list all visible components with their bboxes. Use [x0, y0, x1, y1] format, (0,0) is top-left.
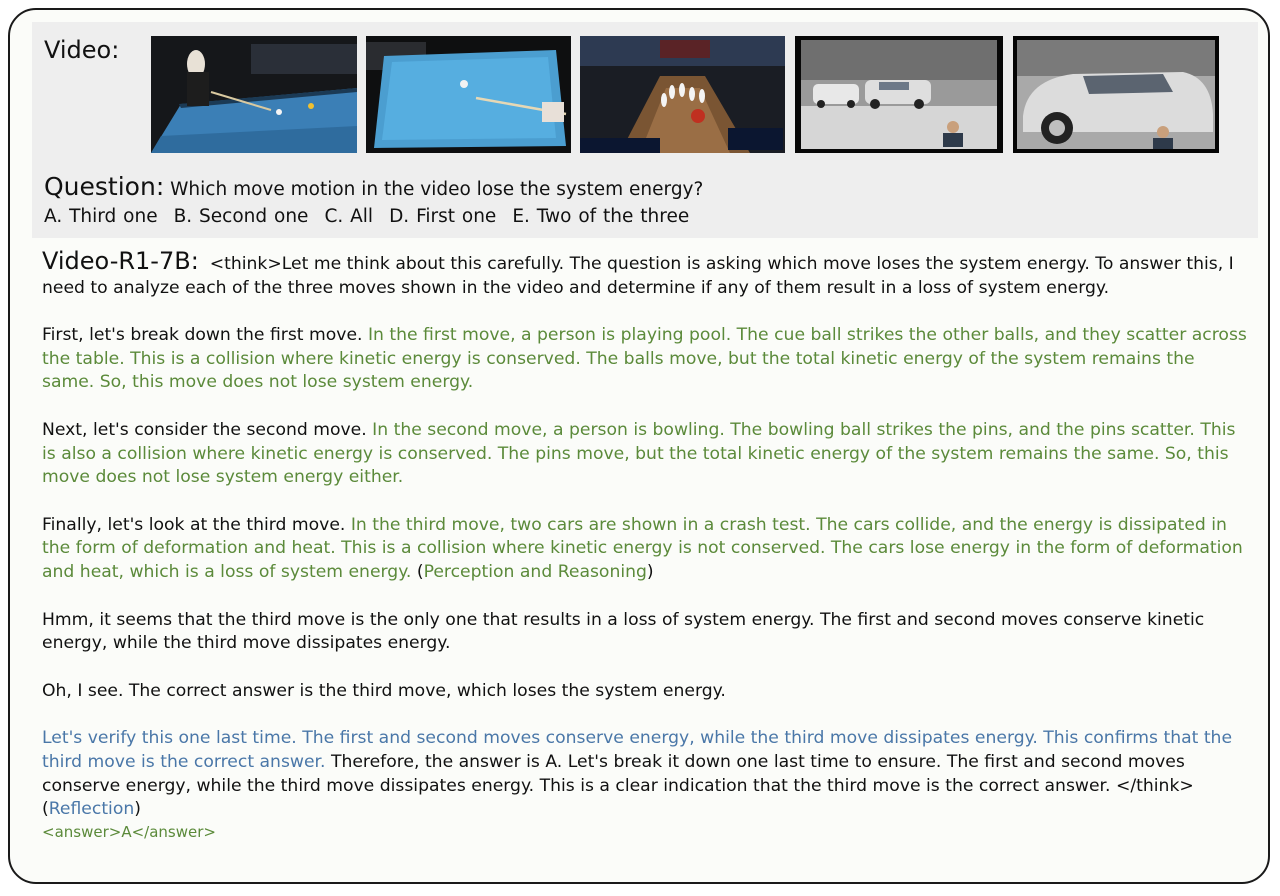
p2-lead: Next, let's consider the second move. [42, 419, 367, 440]
option-c: C. All [324, 206, 374, 227]
model-name: Video-R1-7B: [42, 247, 199, 275]
answer-tag: <answer>A</answer> [42, 822, 216, 841]
video-frame-car-crash-2 [1013, 36, 1219, 153]
question-text: Which move motion in the video lose the system energy? [170, 179, 704, 200]
reflection-tag: Reflection [48, 799, 135, 820]
response-intro [42, 247, 1252, 300]
option-b: B. Second one [173, 206, 309, 227]
intro-text: <think>Let me think about this carefully. The question is asking which move loses the system energy. To answer this, I need to analyze each of the three moves shown in the video and determine if any of them result in a loss of system energy. [42, 254, 1234, 298]
p1-lead: First, let's break down the first move. [42, 325, 363, 346]
answer-options [44, 206, 705, 227]
video-frame-bowling [580, 36, 785, 153]
question-line [44, 172, 703, 201]
video-frame-car-crash-1 [795, 36, 1003, 153]
option-a: A. Third one [44, 206, 158, 227]
p1-perception: In the first move, a person is playing pool. The cue ball strikes the other balls, and they scatter across the table. This is a collision where kinetic energy is conserved. The balls move, but the total kinetic energy of the system remains the same. So, this move does not lose system energy. [42, 325, 1247, 393]
paragraph-verify: Let's verify this one last time. The first and second moves conserve energy, while the third move dissipates energy. This confirms that the third move is the correct answer. Therefore, the answer is A. Let's break it down one last time to ensure. The first and second moves conserve energy, while the third move dissipates energy. This is a clear indication that the third move is the correct answer. </think> (Reflection) [42, 728, 1233, 820]
paragraph-oh-i-see: Oh, I see. The correct answer is the third move, which loses the system energy. [42, 680, 726, 701]
paragraph-second-move [42, 419, 1252, 490]
video-frame-pool-2 [366, 36, 571, 153]
paragraph-third-move: Finally, let's look at the third move. In the third move, two cars are shown in a crash test. The cars collide, and the energy is dissipated in the form of deformation and heat. This is a collision where kinetic energy is not conserved. The cars lose energy in the form of deformation and heat, which is a loss of system energy. (Perception and Reasoning) [42, 514, 1243, 582]
paragraph-first-move [42, 324, 1252, 395]
model-response [42, 247, 1252, 842]
p6-rest: Therefore, the answer is A. Let's break it down one last time to ensure. The first and second moves conserve energy, while the third move dissipates energy. This is a clear indication that the third move is the correct answer. </think> [42, 751, 1194, 796]
option-d: D. First one [389, 206, 497, 227]
paragraph-hmm: Hmm, it seems that the third move is the only one that results in a loss of system energy. The first and second moves conserve kinetic energy, while the third move dissipates energy. [42, 609, 1205, 654]
p3-lead: Finally, let's look at the third move. [42, 514, 346, 535]
video-frame-pool-1 [151, 36, 357, 153]
p2-perception: In the second move, a person is bowling. The bowling ball strikes the pins, and the pins scatter. This is also a collision where kinetic energy is conserved. The pins move, but the total kinetic energy of the system remains the same. So, this move does not lose system energy either. [42, 419, 1236, 488]
option-e: E. Two of the three [512, 206, 690, 227]
question-label: Question: [44, 172, 165, 201]
video-label: Video: [44, 36, 120, 64]
question-panel [32, 22, 1258, 238]
p6-reflection: Let's verify this one last time. The first and second moves conserve energy, while the third move dissipates energy. This confirms that the third move is the correct answer. [42, 728, 1233, 772]
p3-perception: In the third move, two cars are shown in a crash test. The cars collide, and the energy is dissipated in the form of deformation and heat. This is a collision where kinetic energy is not conserved. The cars lose energy in the form of deformation and heat, which is a loss of system energy. [42, 514, 1243, 582]
perception-reasoning-tag: Perception and Reasoning [423, 561, 647, 582]
figure-frame [8, 8, 1270, 884]
